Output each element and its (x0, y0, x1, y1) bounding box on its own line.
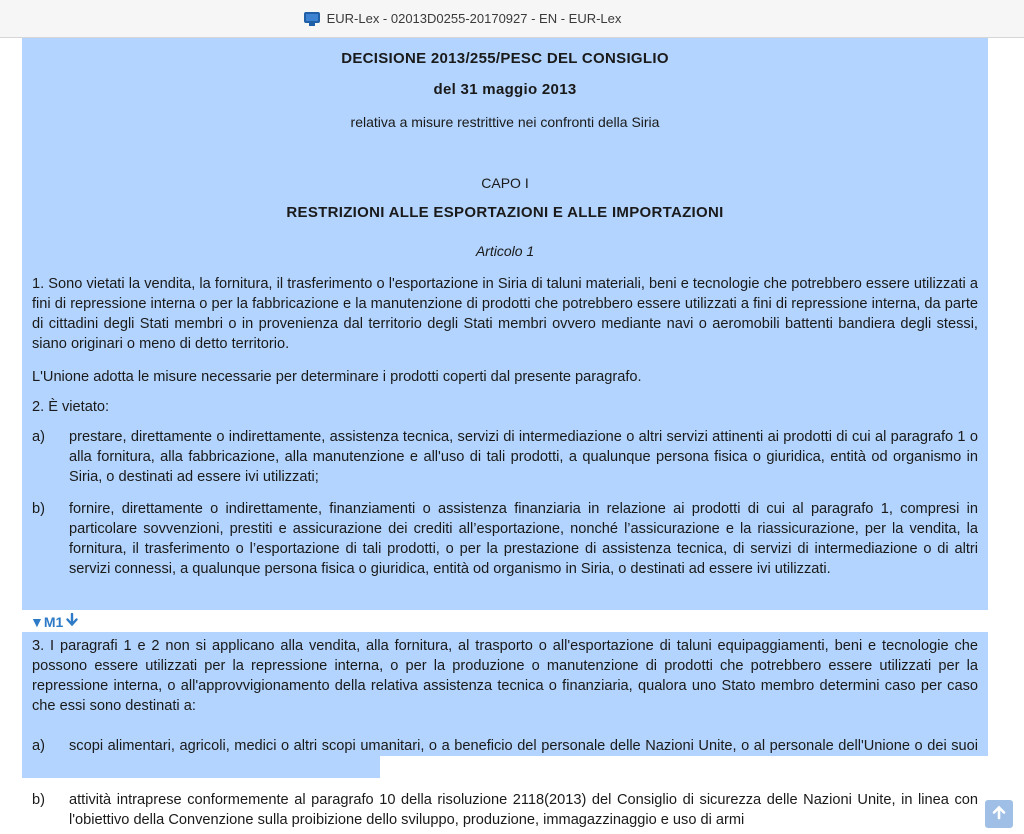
selected-region-bottom (22, 632, 988, 756)
arrow-up-icon (991, 804, 1007, 825)
document-subject: relativa a misure restrittive nei confronti della Siria (350, 114, 660, 130)
selected-region-top (22, 38, 988, 610)
chapter-title: RESTRIZIONI ALLE ESPORTAZIONI E ALLE IMPORTAZIONI (286, 204, 724, 221)
list-item (32, 499, 978, 603)
list-item (32, 427, 978, 491)
amendment-marker[interactable] (30, 613, 79, 630)
list-item-label: a) (32, 429, 45, 445)
list-item (32, 736, 978, 756)
window-title (303, 11, 622, 27)
amendment-marker-label: ▼M1 (30, 613, 64, 630)
chapter-number: CAPO I (481, 175, 529, 191)
list-item-text: prestare, direttamente o indirettamente, assistenza tecnica, servizi di intermediazione o altri servizi attinenti ai prodotti di cui al paragrafo 1 o alla fornitura, alla fabbricazione, alla manutenzione e all'uso di tali prodotti, a qualunque persona fisica o giuridica, entità od organismo in Siria, o destinati ad essere ivi utilizzati; (69, 429, 978, 485)
list-item (32, 790, 978, 834)
paragraph-2: 2. È vietato: (32, 399, 110, 415)
paragraph-3: 3. I paragrafi 1 e 2 non si applicano alla vendita, alla fornitura, al trasporto o all'esportazione di taluni equipaggiamenti, beni e tecnologie che possono essere utilizzati per la repressione interna, o per la produzione o manutenzione di prodotti che potrebbero essere utilizzati per la repressione interna, o all'approvvigionamento della relativa assistenza tecnica o finanziaria, qualora uno Stato membro determini caso per caso che essi sono destinati a: (32, 638, 978, 714)
list-item-text: fornire, direttamente o indirettamente, finanziamenti o assistenza finanziaria in relazione ai prodotti di cui al paragrafo 1, compresi in particolare sovvenzioni, prestiti e assicurazione dei crediti all’esportazione, nonché l’assicurazione e la riassicurazione, per la vendita, la fornitura, il trasferimento o l’esportazione di tali prodotti, o per la prestazione di assistenza tecnica, di servizi di intermediazione o di altri servizi connessi, a qualunque persona fisica o giuridica, entità od organismo in Siria, o destinati ad essere ivi utilizzati. (69, 501, 978, 577)
paragraph-1: 1. Sono vietati la vendita, la fornitura, il trasferimento o l'esportazione in Siria di taluni materiali, beni e tecnologie che potrebbero essere utilizzati a fini di repressione interna o per la fabbricazione e la manutenzione di prodotti che potrebbero essere utilizzati a fini di repressione interna, da parte di cittadini degli Stati membri o in provenienza dal territorio degli Stati membri ovvero mediante navi o aeromobili battenti bandiera degli stessi, siano originari o meno di detto territorio. (32, 276, 978, 352)
document-title: DECISIONE 2013/255/PESC DEL CONSIGLIO (341, 50, 669, 67)
selection-tail-highlight (22, 756, 380, 778)
list-item-text: attività intraprese conformemente al paragrafo 10 della risoluzione 2118(2013) del Consiglio di sicurezza delle Nazioni Unite, in linea con l'obiettivo della Convenzione sulla proibizione dello sviluppo, produzione, immagazzinaggio e uso di armi (69, 792, 978, 828)
list-item-label: b) (32, 501, 45, 517)
article-heading: Articolo 1 (475, 243, 535, 259)
eurlex-icon (303, 11, 321, 27)
arrow-down-icon[interactable] (65, 613, 79, 630)
list-item-label: b) (32, 792, 45, 808)
amendment-marker-row (22, 610, 988, 632)
browser-title-bar (0, 0, 1024, 38)
list-item-text: scopi alimentari, agricoli, medici o altri scopi umanitari, o a beneficio del personale delle Nazioni Unite, o al personale dell'Unione o dei suoi (69, 738, 978, 754)
scroll-to-top-button[interactable] (985, 800, 1013, 828)
document-viewport (0, 38, 1024, 830)
paragraph-1b: L'Unione adotta le misure necessarie per determinare i prodotti coperti dal presente paragrafo. (32, 369, 642, 385)
window-title-text: EUR-Lex - 02013D0255-20170927 - EN - EUR-Lex (326, 11, 622, 26)
list-item-label: a) (32, 738, 45, 754)
document-date: del 31 maggio 2013 (433, 81, 577, 98)
selection-tail (22, 756, 988, 778)
